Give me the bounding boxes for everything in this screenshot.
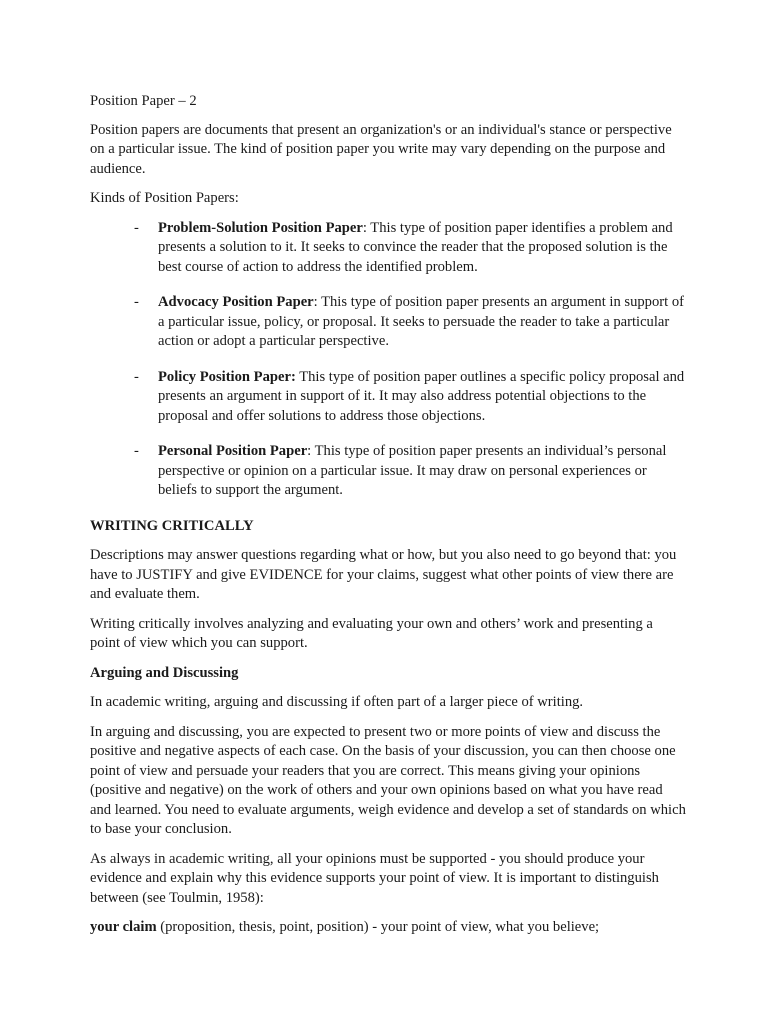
kind-description: : This type of position paper presents an argument in support of a particular issue, policy, or proposal. It seeks to persuade the reader to take a particular action or adopt a particular perspective. <box>158 294 684 349</box>
claim-description: (proposition, thesis, point, position) - your point of view, what you believe; <box>156 919 600 935</box>
list-dash: - <box>134 294 139 310</box>
list-item <box>90 368 686 427</box>
kind-term: Personal Position Paper <box>158 443 308 459</box>
list-dash: - <box>134 219 139 236</box>
list-dash: - <box>134 368 139 385</box>
list-item <box>90 293 686 352</box>
intro-paragraph: Position papers are documents that present an organization's or an individual's stance or perspective on a particular issue. The kind of position paper you write may vary depending on the purpose and audience. <box>90 121 672 177</box>
writing-critically-paragraph-1: Descriptions may answer questions regarding what or how, but you also need to go beyond that: you have to JUSTIFY and give EVIDENCE for your claims, suggest what other points of view there are and evaluate them. <box>90 547 677 602</box>
arguing-paragraph-2: In arguing and discussing, you are expected to present two or more points of view and discuss the positive and negative aspects of each case. On the basis of your discussion, you can then choose one point of view and persuade your readers that you are correct. This means giving your opinions (positive and negative) on the work of others and your own opinions based on what you have read and learned. You need to evaluate arguments, weigh evidence and develop a set of standards on which to base your conclusion. <box>90 723 686 837</box>
kind-term: Problem-Solution Position Paper <box>158 219 363 236</box>
list-item <box>90 219 686 278</box>
document-page <box>90 92 686 938</box>
list-dash: - <box>134 443 139 459</box>
arguing-paragraph-3: As always in academic writing, all your opinions must be supported - you should produce your evidence and explain why this evidence supports your point of view. It is important to distinguish between (see Toulmin, 1958): <box>90 850 659 906</box>
kind-description: : This type of position paper identifies a problem and presents a solution to it. It seeks to convince the reader that the proposed solution is the best course of action to address the identified problem. <box>158 219 673 275</box>
kind-description: : This type of position paper presents an individual’s personal perspective or opinion on a particular issue. It may draw on personal experiences or beliefs to support the argument. <box>158 443 667 498</box>
section-heading-writing-critically: WRITING CRITICALLY <box>90 517 254 534</box>
document-title: Position Paper – 2 <box>90 93 197 109</box>
subheading-arguing-discussing: Arguing and Discussing <box>90 664 239 681</box>
arguing-paragraph-1: In academic writing, arguing and discussing if often part of a larger piece of writing. <box>90 694 584 710</box>
claim-line <box>90 918 686 938</box>
kinds-heading: Kinds of Position Papers: <box>90 190 239 206</box>
claim-term: your claim <box>90 919 157 935</box>
kinds-list <box>90 219 686 501</box>
list-item <box>90 442 686 501</box>
writing-critically-paragraph-2: Writing critically involves analyzing and evaluating your own and others’ work and presenting a point of view which you can support. <box>90 615 653 651</box>
kind-term: Policy Position Paper: <box>158 368 296 385</box>
kind-description: This type of position paper outlines a specific policy proposal and presents an argument in support of it. It may also address potential objections to the proposal and offer solutions to address those objections. <box>158 368 685 424</box>
kind-term: Advocacy Position Paper <box>158 294 314 310</box>
